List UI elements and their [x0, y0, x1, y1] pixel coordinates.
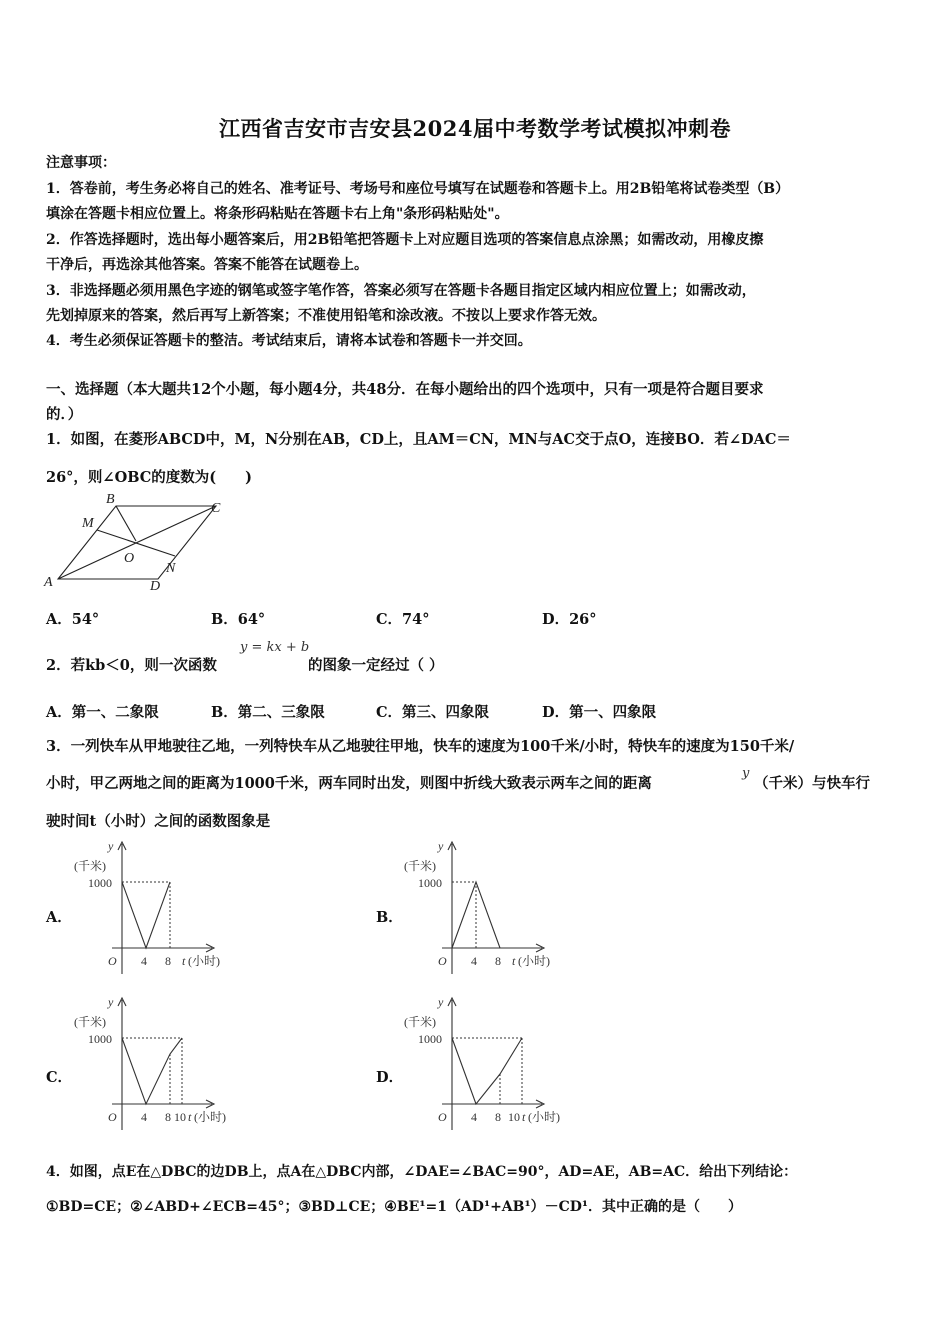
y-tick-1000: 1000: [418, 876, 442, 890]
x-tick-8: 8: [165, 954, 171, 968]
x-axis-label: t: [512, 954, 516, 968]
q2-text-prefix: 2．若kb＜0，则一次函数: [46, 657, 217, 674]
x-unit-label: (小时): [518, 954, 550, 968]
y-tick-1000: 1000: [88, 1032, 112, 1046]
q4-text-cont: ①BD=CE；②∠ABD+∠ECB=45°；③BD⊥CE；④BE¹=1（AD¹+AB¹）－CD¹．其中正确的是（ ）: [46, 1199, 743, 1215]
label-A: A: [44, 575, 53, 590]
x-tick-4: 4: [141, 1110, 147, 1124]
y-axis-label: y: [438, 995, 444, 1009]
q3-variable-y: y: [742, 766, 750, 781]
x-tick-4: 4: [471, 954, 477, 968]
q3-text: 3．一列快车从甲地驶往乙地，一列特快车从乙地驶往甲地，快车的速度为100千米/小时，特快车的速度为150千米/: [46, 738, 795, 755]
q1-option-a[interactable]: A．54°: [46, 611, 100, 628]
notice-heading: 注意事项：: [46, 155, 116, 171]
x-axis-label: t: [522, 1110, 526, 1124]
q3-graph-c[interactable]: [68, 994, 248, 1136]
x-tick-10: 10: [174, 1110, 186, 1124]
label-M: M: [82, 516, 94, 531]
x-tick-4: 4: [141, 954, 147, 968]
q3-option-d[interactable]: D．: [376, 1069, 404, 1086]
q3-graph-d[interactable]: [398, 994, 578, 1136]
notice-line: 4．考生必须保证答题卡的整洁。考试结束后，请将本试卷和答题卡一并交回。: [46, 333, 532, 349]
origin-label: O: [438, 954, 447, 968]
y-axis-label: y: [108, 839, 114, 853]
origin-label: O: [438, 1110, 447, 1124]
q3-text-line3: 驶时间t（小时）之间的函数图象是: [46, 813, 271, 830]
section-heading: 一、选择题（本大题共12个小题，每小题4分，共48分．在每小题给出的四个选项中，只有一项是符合题目要求: [46, 381, 764, 398]
page-title: 江西省吉安市吉安县2024届中考数学考试模拟冲刺卷: [219, 116, 731, 141]
y-tick-1000: 1000: [88, 876, 112, 890]
q4-text: 4．如图，点E在△DBC的边DB上，点A在△DBC内部，∠DAE=∠BAC=90°，AD=AE，AB=AC．给出下列结论：: [46, 1164, 798, 1180]
y-unit-label: (千米): [74, 1015, 106, 1029]
notice-line: 3．非选择题必须用黑色字迹的钢笔或签字笔作答，答案必须写在答题卡各题目指定区域内相应位置上；如需改动，: [46, 283, 756, 299]
x-axis-label: t: [182, 954, 186, 968]
q3-text-line2b: （千米）与快车行: [754, 775, 870, 792]
x-axis-label: t: [188, 1110, 192, 1124]
notice-line: 填涂在答题卡相应位置上。将条形码粘贴在答题卡右上角"条形码粘贴处"。: [46, 206, 509, 222]
q1-option-b[interactable]: B．64°: [211, 611, 266, 628]
q3-graph-b[interactable]: [398, 838, 578, 980]
q2-option-d[interactable]: D．第一、四象限: [542, 704, 657, 721]
y-tick-1000: 1000: [418, 1032, 442, 1046]
y-unit-label: (千米): [74, 859, 106, 873]
q1-text-cont: 26°，则∠OBC的度数为( ): [46, 469, 252, 486]
q2-text-suffix: 的图象一定经过（ ）: [308, 657, 444, 674]
notice-line: 1．答卷前，考生务必将自己的姓名、准考证号、考场号和座位号填写在试题卷和答题卡上。用2B铅笔将试卷类型（B）: [46, 181, 790, 197]
q3-option-b[interactable]: B．: [376, 909, 403, 926]
y-axis-label: y: [108, 995, 114, 1009]
x-unit-label: (小时): [528, 1110, 560, 1124]
q1-option-d[interactable]: D．26°: [542, 611, 597, 628]
label-N: N: [166, 561, 176, 576]
origin-label: O: [108, 954, 117, 968]
q2-option-c[interactable]: C．第三、四象限: [376, 704, 490, 721]
x-unit-label: (小时): [194, 1110, 226, 1124]
notice-line: 2．作答选择题时，选出每小题答案后，用2B铅笔把答题卡上对应题目选项的答案信息点涂黑；如需改动，用橡皮擦: [46, 232, 764, 248]
x-tick-10: 10: [508, 1110, 520, 1124]
label-B: B: [106, 492, 115, 507]
notice-line: 干净后，再选涂其他答案。答案不能答在试题卷上。: [46, 257, 368, 273]
q1-option-c[interactable]: C．74°: [376, 611, 430, 628]
q3-option-c[interactable]: C．: [46, 1069, 73, 1086]
q3-option-a[interactable]: A．: [46, 909, 72, 926]
x-tick-8: 8: [495, 954, 501, 968]
y-unit-label: (千米): [404, 859, 436, 873]
q2-option-a[interactable]: A．第一、二象限: [46, 704, 159, 721]
section-heading-cont: 的．）: [46, 406, 83, 423]
y-axis-label: y: [438, 839, 444, 853]
q2-formula: y = kx + b: [240, 640, 310, 655]
q1-rhombus-figure: [40, 490, 240, 595]
label-C: C: [211, 501, 221, 516]
q3-graph-a[interactable]: [68, 838, 248, 980]
x-unit-label: (小时): [188, 954, 220, 968]
q3-text-line2a: 小时，甲乙两地之间的距离为1000千米，两车同时出发，则图中折线大致表示两车之间的距离: [46, 775, 652, 792]
x-tick-8: 8: [495, 1110, 501, 1124]
q1-text: 1．如图，在菱形ABCD中，M，N分别在AB，CD上，且AM＝CN，MN与AC交于点O，连接BO．若∠DAC＝: [46, 431, 791, 448]
q2-option-b[interactable]: B．第二、三象限: [211, 704, 325, 721]
origin-label: O: [108, 1110, 117, 1124]
label-D: D: [150, 579, 161, 594]
y-unit-label: (千米): [404, 1015, 436, 1029]
label-O: O: [124, 551, 135, 566]
x-tick-4: 4: [471, 1110, 477, 1124]
x-tick-8: 8: [165, 1110, 171, 1124]
notice-line: 先划掉原来的答案，然后再写上新答案；不准使用铅笔和涂改液。不按以上要求作答无效。: [46, 308, 606, 324]
